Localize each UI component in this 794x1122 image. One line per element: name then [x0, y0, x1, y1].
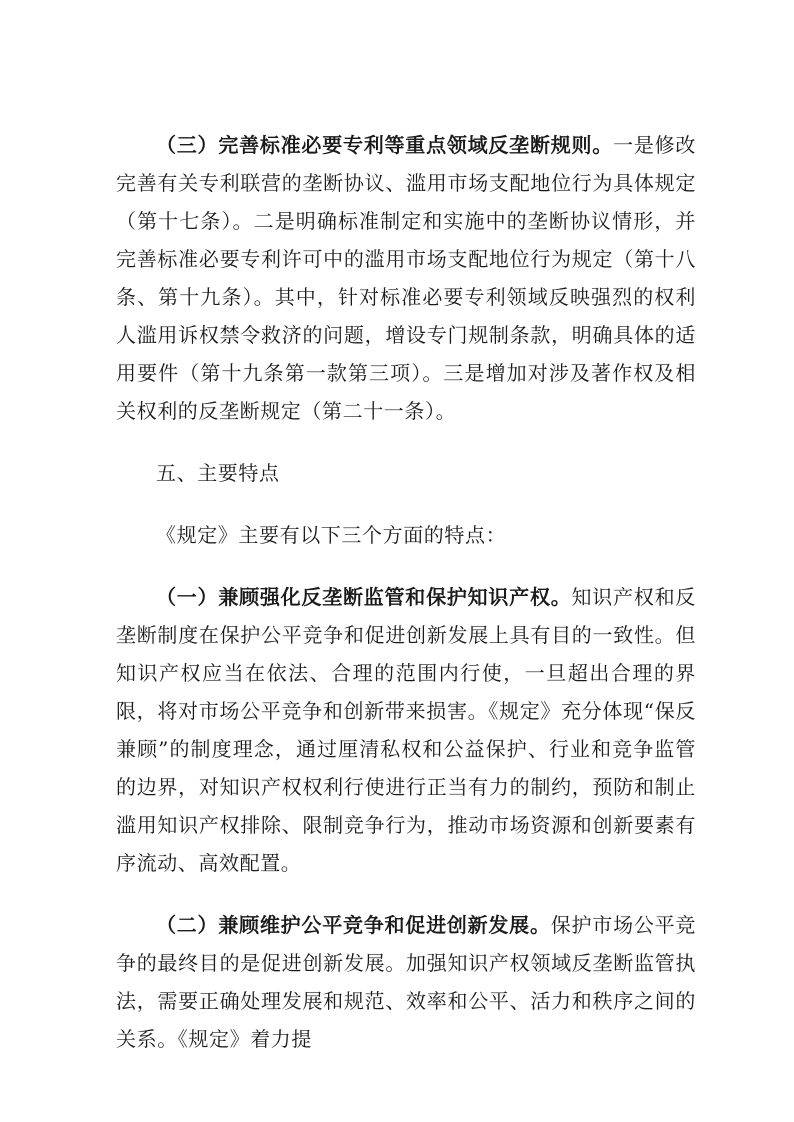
paragraph-features-intro — [116, 516, 696, 554]
paragraph-body: 一是修改完善有关专利联营的垄断协议、滥用市场支配地位行为具体规定（第十七条）。二是明确标准制定和实施中的垄断协议情形，并完善标准必要专利许可中的滥用市场支配地位行为规定（第十八条、第十九条）。其中，针对标准必要专利领域反映强烈的权利人滥用诉权禁令救济的问题，增设专门规制条款，明确具体的适用要件（第十九条第一款第三项）。三是增加对涉及著作权及相关权利的反垄断规定（第二十一条）。 — [116, 133, 697, 423]
paragraph-feature-one — [116, 578, 696, 882]
paragraph-body: 《规定》主要有以下三个方面的特点： — [156, 523, 507, 547]
paragraph-standard-essential-patents — [116, 126, 696, 430]
paragraph-bold-lead: （三）完善标准必要专利等重点领域反垄断规则。 — [156, 133, 614, 157]
section-heading-main-features — [116, 454, 696, 492]
paragraph-body: 知识产权和反垄断制度在保护公平竞争和促进创新发展上具有目的一致性。但知识产权应当在依法、合理的范围内行使，一旦超出合理的界限，将对市场公平竞争和创新带来损害。《规定》充分体现“保反兼顾”的制度理念，通过厘清私权和公益保护、行业和竞争监管的边界，对知识产权权利行使进行正当有力的制约，预防和制止滥用知识产权排除、限制竞争行为，推动市场资源和创新要素有序流动、高效配置。 — [116, 585, 696, 875]
paragraph-bold-lead: （二）兼顾维护公平竞争和促进创新发展。 — [156, 913, 551, 937]
paragraph-body: 保护市场公平竞争的最终目的是促进创新发展。加强知识产权领域反垄断监管执法，需要正确处理发展和规范、效率和公平、活力和秩序之间的关系。《规定》着力提 — [116, 913, 697, 1051]
paragraph-feature-two — [116, 906, 696, 1058]
document-page — [116, 126, 696, 1082]
section-heading-text: 五、主要特点 — [156, 461, 280, 485]
paragraph-bold-lead: （一）兼顾强化反垄断监管和保护知识产权。 — [156, 585, 572, 609]
